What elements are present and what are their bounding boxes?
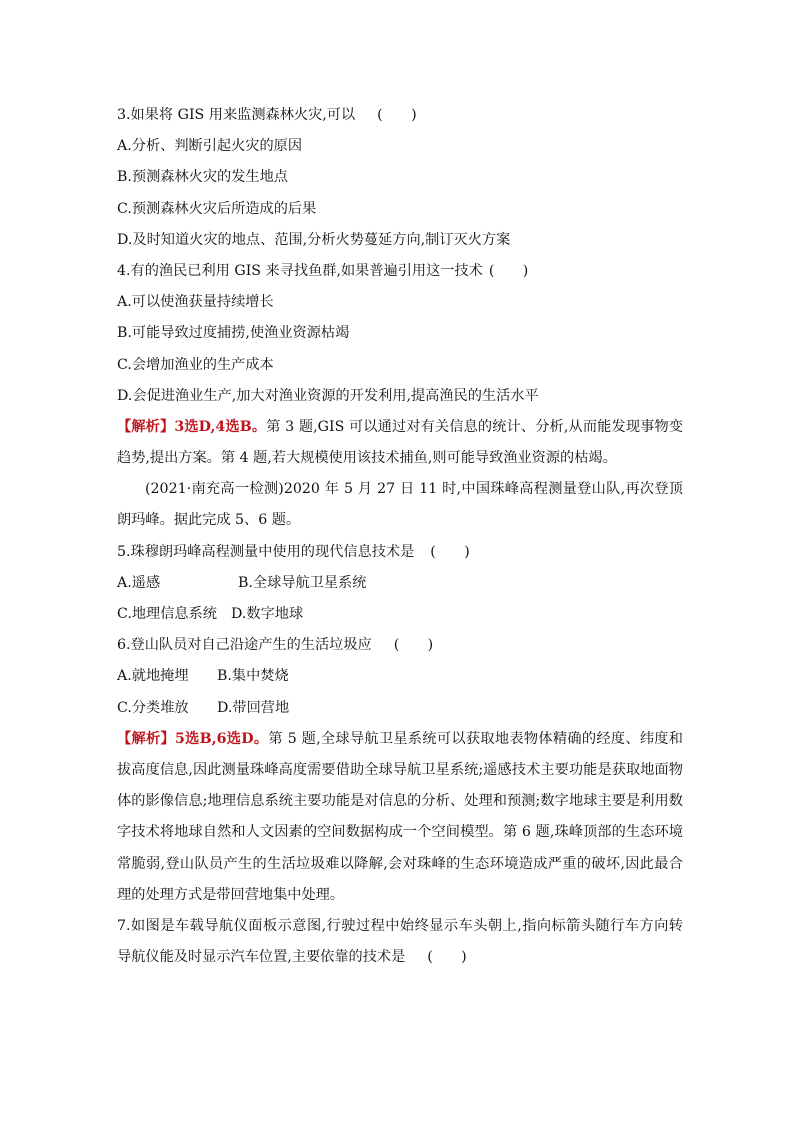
question-3-option-a: A.分析、判断引起火灾的原因 bbox=[117, 138, 303, 155]
analysis-answer: 3选D,4选B。 bbox=[174, 418, 267, 435]
question-3-option-d: D.及时知道火灾的地点、范围,分析火势蔓延方向,制订灭火方案 bbox=[117, 231, 511, 248]
question-5-option-c: C.地理信息系统 bbox=[117, 606, 217, 622]
question-6-option-a: A.就地掩埋 bbox=[117, 668, 189, 685]
analysis-5-6-line-5: 常脆弱,登山队员产生的生活垃圾难以降解,会对珠峰的生态环境造成严重的破坏,因此最合 bbox=[117, 855, 683, 872]
question-6-options-row-2 bbox=[117, 693, 683, 724]
question-6-option-d: D.带回营地 bbox=[217, 699, 290, 716]
question-5-stem: 5.珠穆朗玛峰高程测量中使用的现代信息技术是 ( ) bbox=[117, 543, 470, 560]
analysis-5-6-line-6: 理的处理方式是带回营地集中处理。 bbox=[117, 886, 345, 903]
question-7-stem-line-2: 导航仪能及时显示汽车位置,主要依靠的技术是 ( ) bbox=[117, 949, 467, 966]
question-4-option-c: C.会增加渔业的生产成本 bbox=[117, 356, 274, 373]
question-4-option-d: D.会促进渔业生产,加大对渔业资源的开发利用,提高渔民的生活水平 bbox=[117, 387, 539, 404]
question-content bbox=[117, 100, 683, 973]
question-4-stem: 4.有的渔民已利用 GIS 来寻找鱼群,如果普遍引用这一技术 ( ) bbox=[117, 262, 529, 279]
question-5-options-row-2 bbox=[117, 599, 683, 630]
answer-paren: ( ) bbox=[488, 262, 529, 279]
question-7-stem-line-1: 7.如图是车载导航仪面板示意图,行驶过程中始终显示车头朝上,指向标箭头随行车方向转 bbox=[117, 917, 683, 934]
question-6-stem: 6.登山队员对自己沿途产生的生活垃圾应 ( ) bbox=[117, 637, 434, 654]
material-intro-line-2: 朗玛峰。据此完成 5、6 题。 bbox=[117, 512, 301, 529]
analysis-5-6-line-4: 字技术将地球自然和人文因素的空间数据构成一个空间模型。第 6 题,珠峰顶部的生态环境 bbox=[117, 824, 683, 841]
analysis-5-6-line-2: 拔高度信息,因此测量珠峰高度需要借助全球导航卫星系统;遥感技术主要功能是获取地面物 bbox=[117, 761, 683, 778]
analysis-3-4-line-2: 趋势,提出方案。第 4 题,若大规模使用该技术捕鱼,则可能导致渔业资源的枯竭。 bbox=[117, 450, 617, 467]
question-5-option-d: D.数字地球 bbox=[231, 606, 304, 622]
analysis-3-4-line-1: 【解析】3选D,4选B。第 3 题,GIS 可以通过对有关信息的统计、分析,从而能发现事物变 bbox=[117, 418, 683, 435]
analysis-label: 【解析】 bbox=[117, 730, 175, 747]
question-6-options-row-1 bbox=[117, 661, 683, 692]
question-4-option-b: B.可能导致过度捕捞,使渔业资源枯竭 bbox=[117, 325, 350, 342]
analysis-label: 【解析】 bbox=[117, 418, 175, 435]
answer-paren: ( ) bbox=[393, 637, 434, 654]
question-5-options-row-1 bbox=[117, 568, 683, 599]
question-6-option-c: C.分类堆放 bbox=[117, 699, 189, 716]
question-5-option-b: B.全球导航卫星系统 bbox=[238, 574, 367, 591]
material-intro-line-1: (2021·南充高一检测)2020 年 5 月 27 日 11 时,中国珠峰高程测量登山队,再次登顶 bbox=[145, 481, 683, 498]
question-3-stem: 3.如果将 GIS 用来监测森林火灾,可以 ( ) bbox=[117, 107, 417, 123]
question-3-option-c: C.预测森林火灾后所造成的后果 bbox=[117, 200, 317, 217]
answer-paren: ( ) bbox=[427, 949, 467, 966]
question-3-option-b: B.预测森林火灾的发生地点 bbox=[117, 169, 288, 186]
answer-paren: ( ) bbox=[430, 543, 470, 560]
analysis-5-6-line-3: 体的影像信息;地理信息系统主要功能是对信息的分析、处理和预测;数字地球主要是利用数 bbox=[117, 793, 683, 810]
question-4-option-a: A.可以使渔获量持续增长 bbox=[117, 294, 274, 311]
question-5-option-a: A.遥感 bbox=[117, 574, 161, 591]
answer-paren: ( ) bbox=[377, 107, 417, 123]
question-6-option-b: B.集中焚烧 bbox=[217, 668, 289, 685]
analysis-answer: 5选B,6选D。 bbox=[175, 730, 269, 747]
analysis-5-6-line-1: 【解析】5选B,6选D。第 5 题,全球导航卫星系统可以获取地表物体精确的经度、纬度和 bbox=[117, 730, 683, 747]
